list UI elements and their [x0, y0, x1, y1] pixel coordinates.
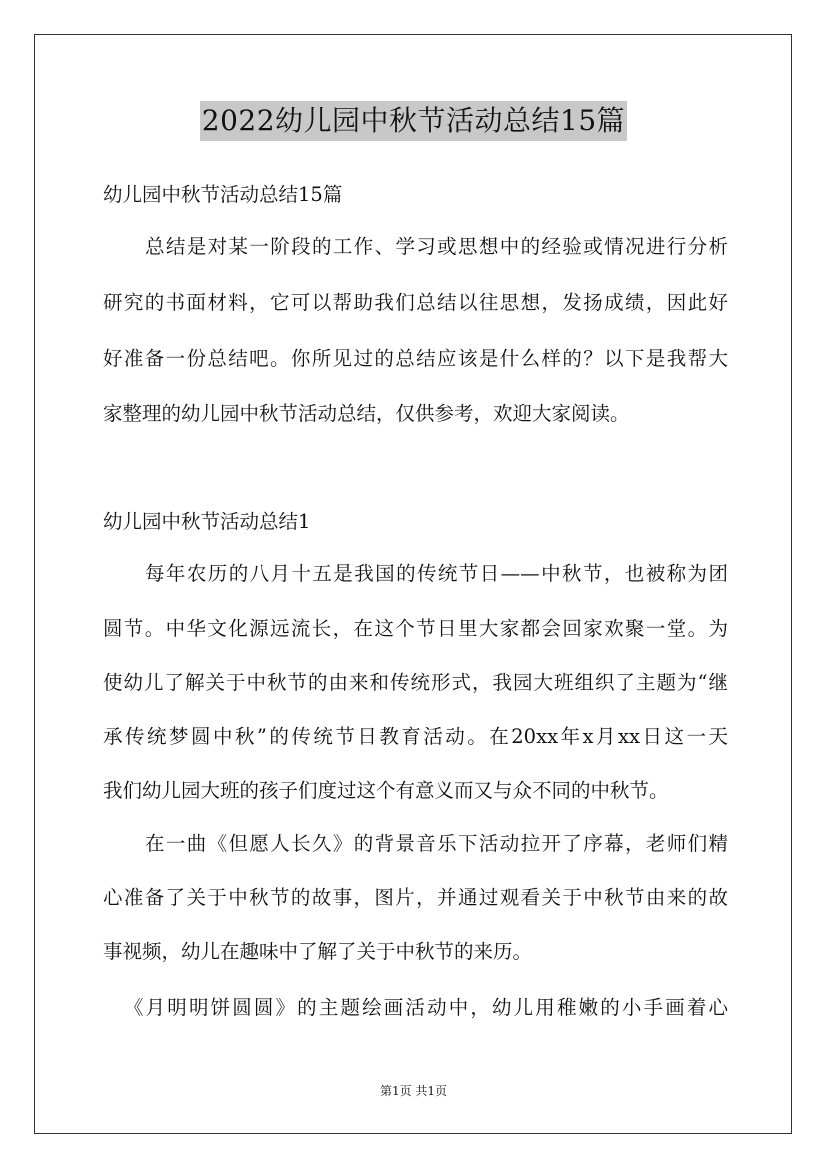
paragraph-line: 承传统梦圆中秋”的传统节日教育活动。在20xx年x月xx日这一天 — [103, 725, 728, 748]
paragraph-line: 每年农历的八月十五是我国的传统节日——中秋节，也被称为团 — [145, 562, 728, 585]
title-container — [0, 101, 827, 141]
section-heading: 幼儿园中秋节活动总结1 — [103, 510, 311, 533]
intro-line: 研究的书面材料，它可以帮助我们总结以往思想，发扬成绩，因此好 — [103, 291, 728, 314]
intro-line: 总结是对某一阶段的工作、学习或思想中的经验或情况进行分析 — [145, 235, 728, 258]
intro-line: 好准备一份总结吧。你所见过的总结应该是什么样的？以下是我帮大 — [103, 347, 728, 370]
paragraph-line: 我们幼儿园大班的孩子们度过这个有意义而又与众不同的中秋节。 — [103, 779, 669, 802]
paragraph-line: 圆节。中华文化源远流长，在这个节日里大家都会回家欢聚一堂。为 — [103, 617, 728, 640]
paragraph-line: 心准备了关于中秋节的故事，图片，并通过观看关于中秋节由来的故 — [103, 886, 728, 909]
paragraph-line: 《月明明饼圆圆》的主题绘画活动中，幼儿用稚嫩的小手画着心 — [124, 996, 728, 1019]
paragraph-line: 事视频，幼儿在趣味中了解了关于中秋节的来历。 — [103, 940, 533, 963]
intro-line: 家整理的幼儿园中秋节活动总结，仅供参考，欢迎大家阅读。 — [103, 402, 630, 425]
document-subtitle: 幼儿园中秋节活动总结15篇 — [103, 183, 343, 206]
paragraph-line: 在一曲《但愿人长久》的背景音乐下活动拉开了序幕，老师们精 — [145, 832, 728, 855]
page-footer: 第1页 共1页 — [379, 1084, 448, 1098]
paragraph-line: 使幼儿了解关于中秋节的由来和传统形式，我园大班组织了主题为“继 — [103, 671, 728, 694]
document-title: 2022幼儿园中秋节活动总结15篇 — [200, 101, 627, 141]
